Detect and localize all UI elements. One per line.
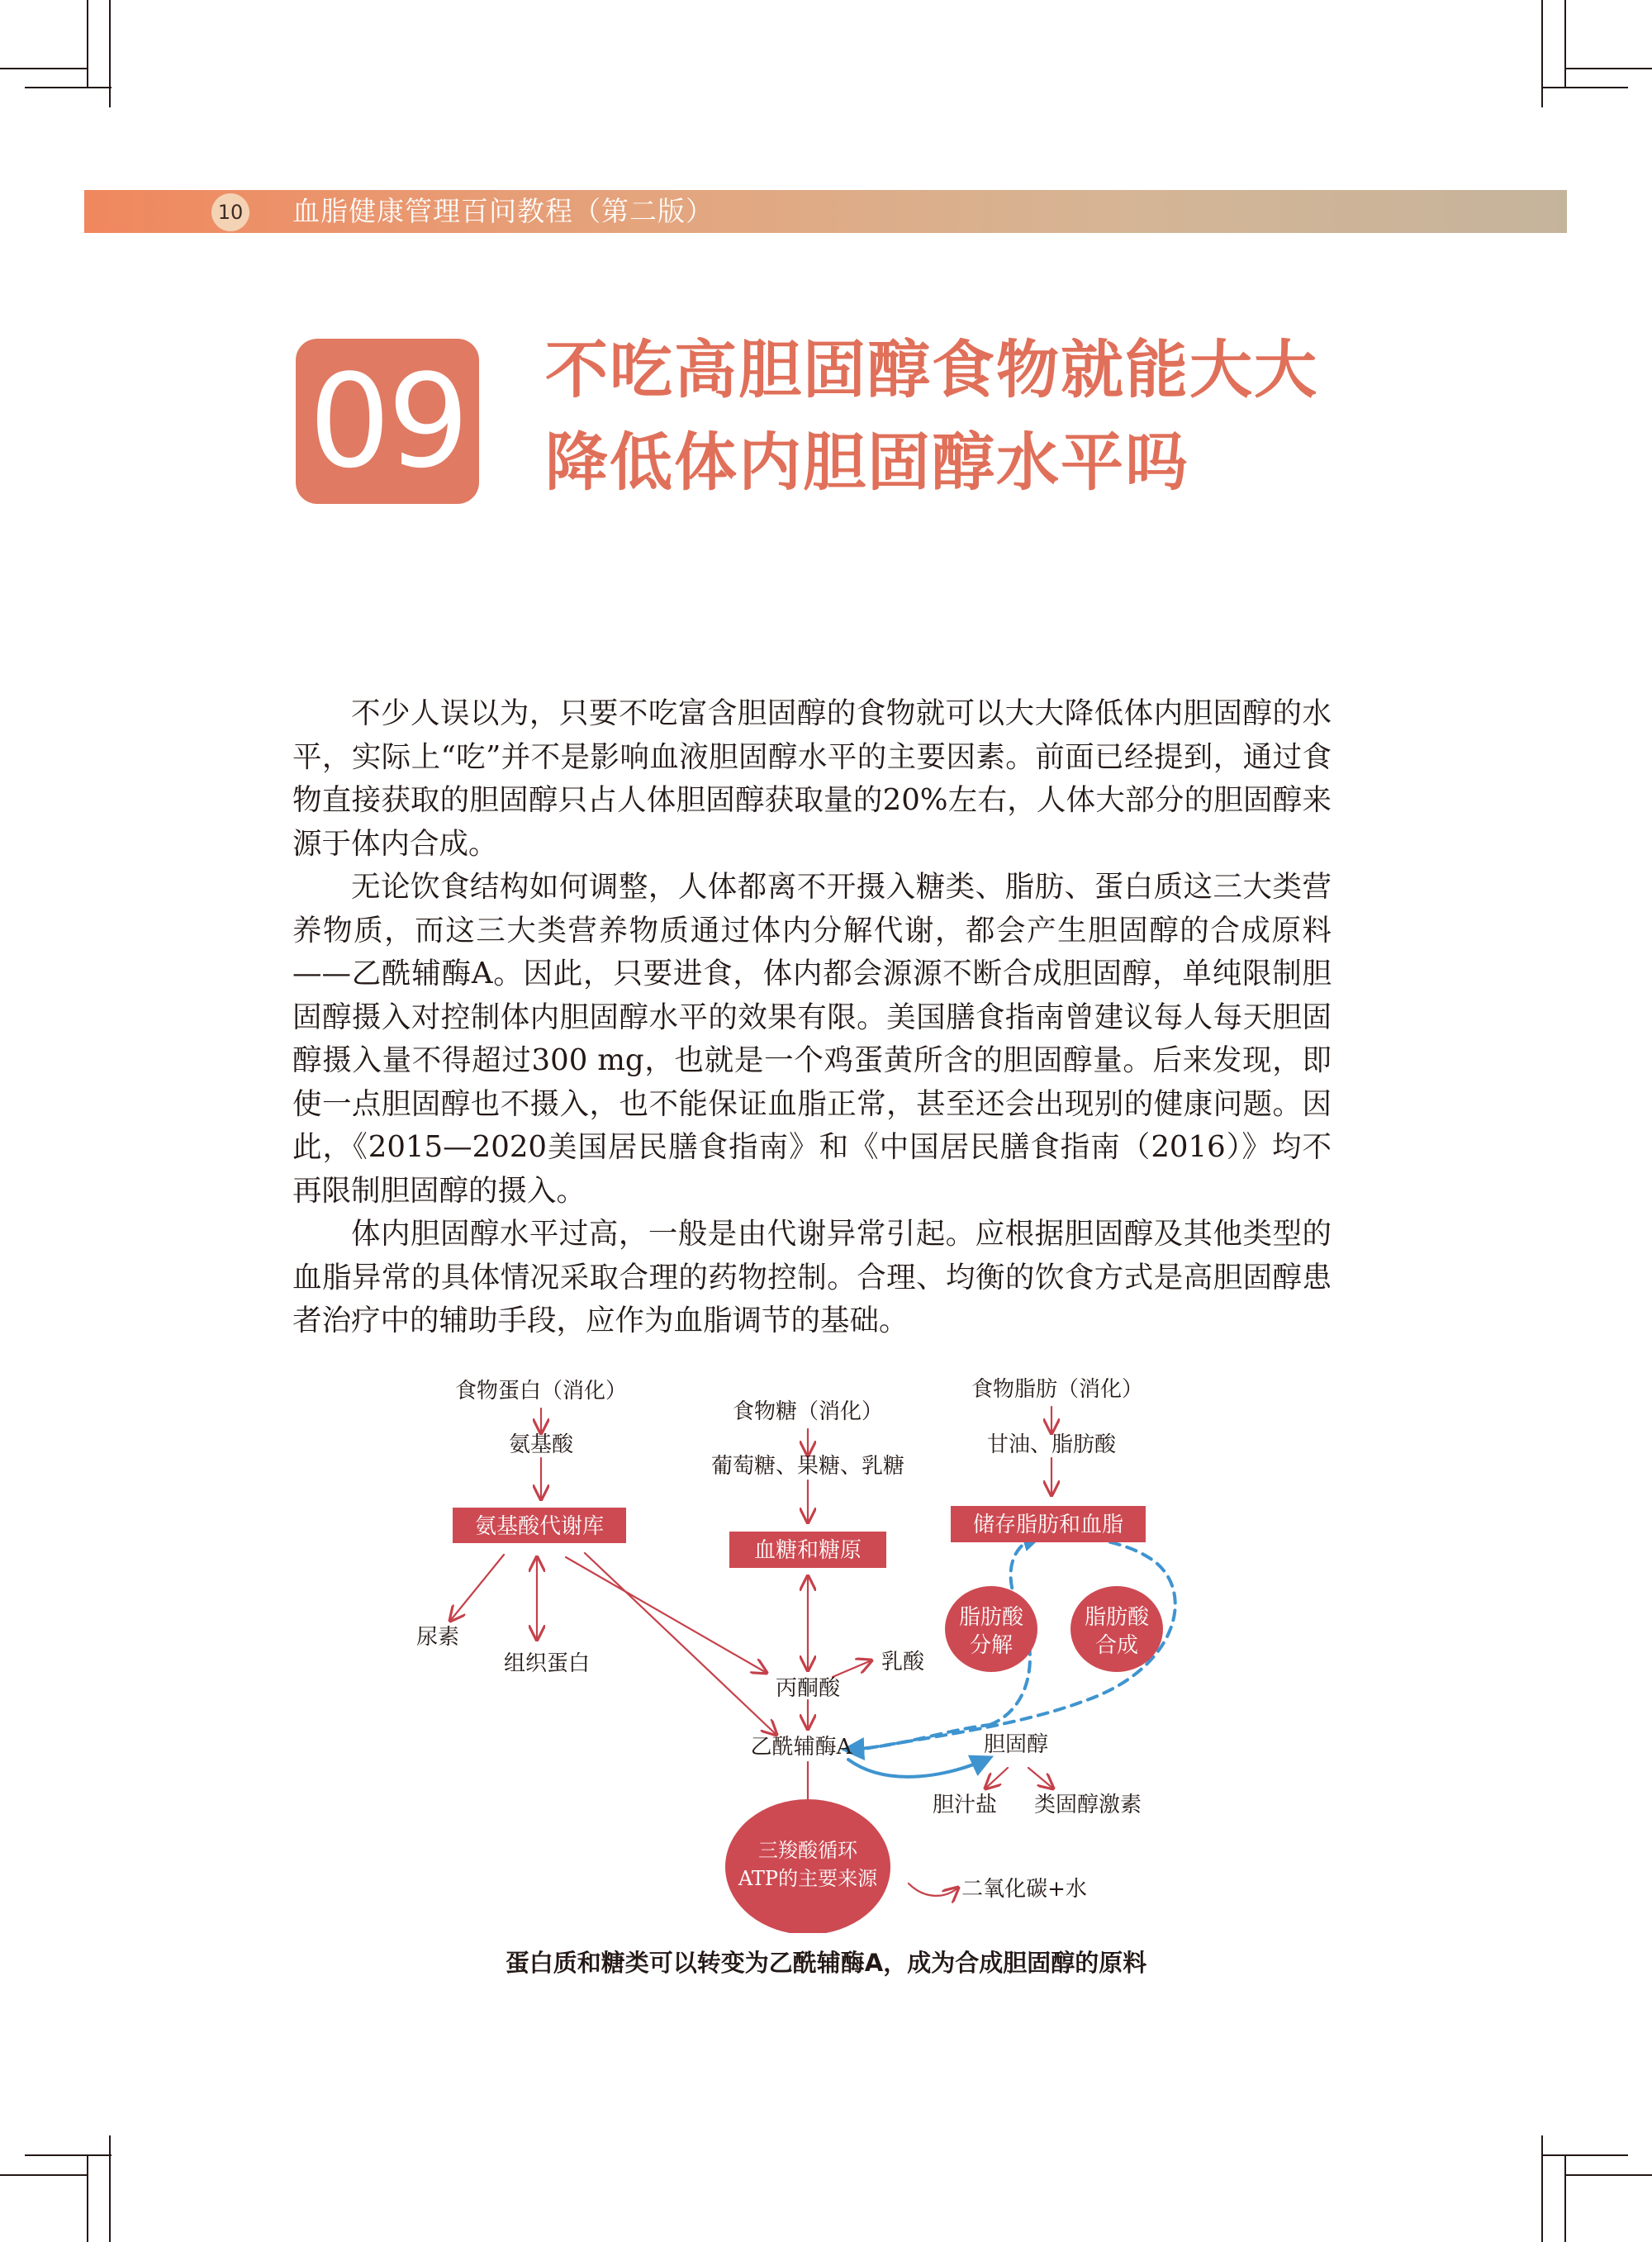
label-urea: 尿素	[415, 1625, 460, 1650]
question-title-line-1: 不吃高胆固醇食物就能大大	[545, 333, 1318, 406]
label-fa-breakdown-2: 分解	[969, 1633, 1014, 1658]
body-paragraph: 无论饮食结构如何调整，人体都离不开摄入糖类、脂肪、蛋白质这三大类营养物质，而这三大类营养物质通过体内分解代谢，都会产生胆固醇的合成原料——乙酰辅酶A。因此，只要进食，体内都会源源不断合成胆固醇，单纯限制胆固醇摄入对控制体内胆固醇水平的效果有限。美国膳食指南曾建议每人每天胆固醇摄入量不得超过300 mg，也就是一个鸡蛋黄所含的胆固醇量。后来发现，即使一点胆固醇也不摄入，也不能保证血脂正常，甚至还会出现别的健康问题。因此，《2015—2020美国居民膳食指南》和《中国居民膳食指南（2016）》均不再限制胆固醇的摄入。	[292, 870, 1332, 1208]
label-amino-acid: 氨基酸	[508, 1432, 574, 1457]
label-food-sugar: 食物糖（消化）	[732, 1399, 884, 1424]
label-co2-water: 二氧化碳+水	[961, 1877, 1087, 1902]
question-title-line-2: 降低体内胆固醇水平吗	[545, 425, 1189, 499]
page-number: 10	[211, 193, 249, 231]
label-amino-pool: 氨基酸代谢库	[474, 1514, 605, 1539]
label-fa-synthesis-1: 脂肪酸	[1084, 1605, 1150, 1630]
label-monosaccharides: 葡萄糖、果糖、乳糖	[710, 1454, 905, 1479]
label-fa-synthesis-2: 合成	[1094, 1633, 1139, 1658]
label-stored-fat: 储存脂肪和血脂	[972, 1513, 1124, 1537]
label-tissue-protein: 组织蛋白	[503, 1651, 591, 1676]
label-acetyl-coa: 乙酰辅酶A	[750, 1735, 852, 1760]
tca-circle	[725, 1799, 890, 1933]
label-bile-salt: 胆汁盐	[932, 1793, 998, 1817]
label-lactate: 乳酸	[881, 1650, 925, 1674]
label-steroid-hormone: 类固醇激素	[1033, 1793, 1142, 1817]
figure-caption: 蛋白质和糖类可以转变为乙酰辅酶A，成为合成胆固醇的原料	[505, 1949, 1147, 1977]
label-tca-1: 三羧酸循环	[758, 1839, 857, 1862]
label-blood-sugar: 血糖和糖原	[753, 1538, 862, 1563]
label-food-fat: 食物脂肪（消化）	[971, 1377, 1144, 1402]
label-cholesterol: 胆固醇	[983, 1732, 1049, 1757]
running-head: 血脂健康管理百问教程（第二版）	[292, 195, 714, 227]
label-tca-2: ATP的主要来源	[738, 1867, 878, 1890]
metabolism-diagram	[413, 1355, 1239, 1933]
label-glycerol-fa: 甘油、脂肪酸	[986, 1432, 1117, 1457]
body-paragraph: 不少人误以为，只要不吃富含胆固醇的食物就可以大大降低体内胆固醇的水平，实际上“吃”并不是影响血液胆固醇水平的主要因素。前面已经提到，通过食物直接获取的胆固醇只占人体胆固醇获取量的20%左右，人体大部分的胆固醇来源于体内合成。	[292, 696, 1332, 861]
question-number-badge: 09	[296, 339, 479, 504]
label-pyruvate: 丙酮酸	[775, 1676, 841, 1701]
question-title	[545, 324, 1586, 509]
body-text	[292, 692, 1332, 1343]
body-paragraph: 体内胆固醇水平过高，一般是由代谢异常引起。应根据胆固醇及其他类型的血脂异常的具体情况采取合理的药物控制。合理、均衡的饮食方式是高胆固醇患者治疗中的辅助手段，应作为血脂调节的基础。	[292, 1217, 1332, 1337]
label-fa-breakdown-1: 脂肪酸	[958, 1605, 1024, 1630]
label-food-protein: 食物蛋白（消化）	[454, 1379, 628, 1404]
